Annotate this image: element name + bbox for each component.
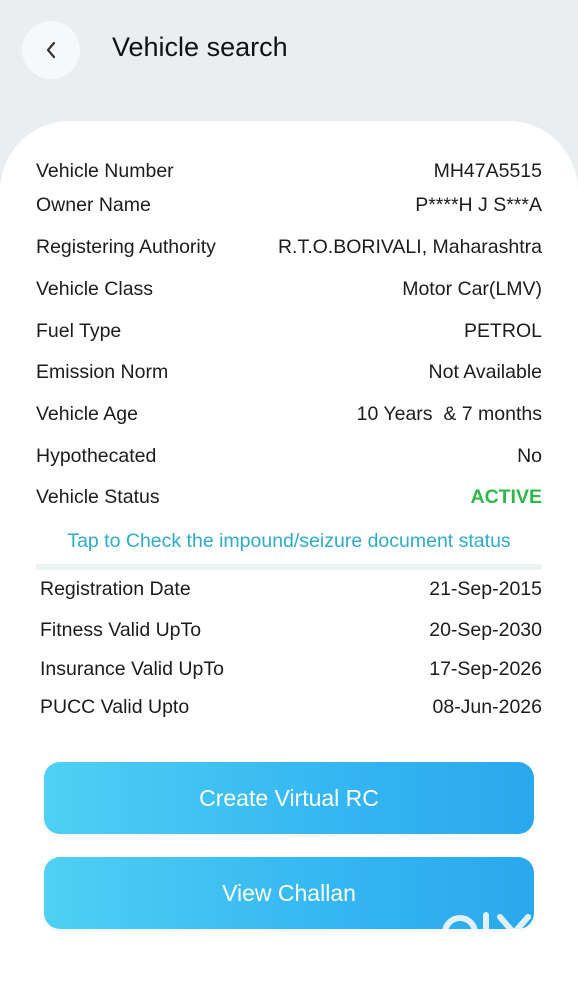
detail-row-owner-name [0,190,578,220]
view-challan-button[interactable]: View Challan [44,857,534,929]
detail-value: 20-Sep-2030 [429,619,542,641]
detail-row-fuel-type [0,316,578,346]
app-header [0,0,578,120]
registration-row-pucc [0,692,578,722]
detail-value: R.T.O.BORIVALI, Maharashtra [277,236,542,258]
detail-value: MH47A5515 [433,160,542,182]
detail-label: Registering Authority [36,236,216,258]
detail-label: Fitness Valid UpTo [40,619,202,641]
registration-row-fitness [0,615,578,645]
detail-label: Vehicle Age [36,403,138,425]
chevron-left-icon [44,40,58,60]
detail-value: 21-Sep-2015 [429,578,542,600]
section-divider [36,564,542,570]
detail-value: No [517,445,542,467]
detail-value: 17-Sep-2026 [429,658,542,680]
detail-row-vehicle-status [0,482,578,512]
back-button[interactable] [22,21,80,79]
detail-label: Owner Name [36,194,151,216]
detail-label: Vehicle Class [36,278,154,300]
detail-row-vehicle-number [0,156,578,186]
detail-label: Vehicle Status [36,486,160,508]
detail-value: P****H J S***A [415,194,542,216]
detail-row-registering-authority [0,232,578,262]
detail-label: Registration Date [40,578,191,600]
detail-value: Not Available [428,361,542,383]
registration-row-date [0,574,578,604]
detail-label: Insurance Valid UpTo [40,658,224,680]
detail-label: Emission Norm [36,361,169,383]
page-title: Vehicle search [112,32,288,62]
detail-label: PUCC Valid Upto [40,696,190,718]
detail-row-vehicle-class [0,274,578,304]
detail-value: Motor Car(LMV) [402,278,542,300]
detail-label: Hypothecated [36,445,157,467]
status-badge: ACTIVE [470,486,542,508]
watermark-subtext: INDIA [526,956,543,963]
detail-value: 10 Years & 7 months [356,403,542,425]
registration-row-insurance [0,654,578,684]
detail-value: PETROL [463,320,542,342]
create-virtual-rc-button[interactable]: Create Virtual RC [44,762,534,834]
detail-label: Vehicle Number [36,160,174,182]
detail-label: Fuel Type [36,320,122,342]
impound-status-link[interactable]: Tap to Check the impound/seizure document status [67,530,511,552]
olx-watermark-logo [438,905,548,965]
detail-row-emission-norm [0,357,578,387]
detail-value: 08-Jun-2026 [432,696,542,718]
detail-row-hypothecated [0,441,578,471]
detail-row-vehicle-age [0,399,578,429]
